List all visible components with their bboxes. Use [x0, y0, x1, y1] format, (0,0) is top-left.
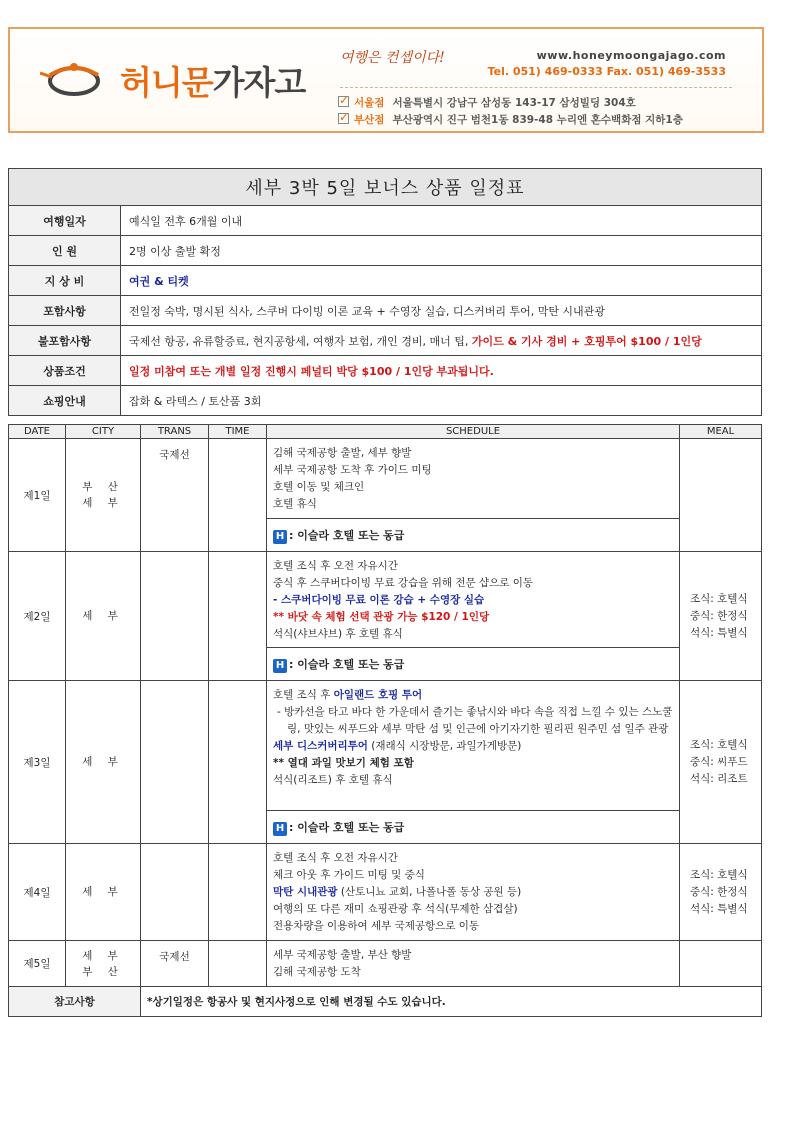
summary-row: 쇼핑안내 잡화 & 라텍스 / 토산품 3회	[9, 386, 762, 416]
day-4-row: 제4일 세 부 호텔 조식 후 오전 자유시간 체크 아웃 후 가이드 미팅 및 중식 막탄 시내관광 (산토니뇨 교회, 나폴나폴 동상 공원 등) 여행의 또 다른 재미 쇼핑관광 후 석식(무제한 삼겹살) 전용차량을 이용하여 세부 국제공항으로 이동 조식: 호텔식 중식: 한정식 석식: 특별식	[9, 844, 762, 941]
hotel-icon: H	[273, 659, 287, 673]
page-title: 세부 3박 5일 보너스 상품 일정표	[9, 169, 762, 206]
day-2-row: 제2일 세 부 호텔 조식 후 오전 자유시간 중식 후 스쿠버다이빙 무료 강습을 위해 전문 샵으로 이동 - 스쿠버다이빙 무료 이론 강습 + 수영장 실습 ** 바닷 속 체험 선택 관광 가능 $120 / 1인당 석식(샤브샤브) 후 호텔 휴식 조식: 호텔식 중식: 한정식 석식: 특별식	[9, 552, 762, 648]
branch-seoul: ✓서울점 서울특별시 강남구 삼성동 143-17 삼성빌딩 304호	[338, 95, 636, 110]
summary-table	[8, 168, 762, 416]
phone-fax: Tel. 051) 469-0333 Fax. 051) 469-3533	[487, 65, 726, 78]
divider	[340, 87, 732, 88]
summary-row: 인 원 2명 이상 출발 확정	[9, 236, 762, 266]
checkbox-icon	[338, 96, 349, 107]
day-5-row: 제5일 세 부 부 산 국제선 세부 국제공항 출발, 부산 향발 김해 국제공항 도착	[9, 941, 762, 987]
note-row: 참고사항 *상기일정은 항공사 및 현지사정으로 인해 변경될 수도 있습니다.	[9, 987, 762, 1017]
summary-row: 상품조건 일정 미참여 또는 개별 일정 진행시 페널티 박당 $100 / 1인당 부과됩니다.	[9, 356, 762, 386]
summary-row: 여행일자 예식일 전후 6개월 이내	[9, 206, 762, 236]
slogan: 여행은 컨셉이다!	[340, 50, 445, 66]
day-3-row: 제3일 세 부 호텔 조식 후 아일랜드 호핑 투어 - 방카선을 타고 바다 한 가운데서 즐기는 좋낚시와 바다 속을 직접 느낄 수 있는 스노쿨링, 맛있는 씨푸드와 세부 막탄 섬 및 인근에 아기자기한 필리핀 원주민 섬 일주 관광 세부 디스커버리투어 (재래식 시장방문, 과일가게방문) ** 열대 과일 맛보기 체험 포함 석식(리조트) 후 호텔 휴식 조식: 호텔식 중식: 씨푸드 석식: 리조트	[9, 681, 762, 811]
honeymoon-logo-icon	[40, 55, 110, 101]
hotel-icon: H	[273, 822, 287, 836]
schedule-header: DATE CITY TRANS TIME SCHEDULE MEAL	[9, 425, 762, 439]
summary-row: 불포함사항 국제선 항공, 유류할증료, 현지공항세, 여행자 보험, 개인 경비, 매너 팁, 가이드 & 기사 경비 + 호핑투어 $100 / 1인당	[9, 326, 762, 356]
hotel-info: H : 이슬라 호텔 또는 동급	[267, 648, 680, 681]
day-1-row: 제1일 부 산 세 부 국제선 김해 국제공항 출발, 세부 향발 세부 국제공항 도착 후 가이드 미팅 호텔 이동 및 체크인 호텔 휴식	[9, 439, 762, 519]
checkbox-icon	[338, 113, 349, 124]
website: www.honeymoongajago.com	[536, 49, 726, 62]
summary-row: 지 상 비 여권 & 티켓	[9, 266, 762, 296]
agency-banner	[8, 27, 764, 133]
schedule-table	[8, 424, 762, 1017]
brand-name: 허니문가자고	[120, 63, 306, 102]
hotel-info: H : 이슬라 호텔 또는 동급	[267, 519, 680, 552]
branch-busan: ✓부산점 부산광역시 진구 범천1동 839-48 누리엔 혼수백화점 지하1층	[338, 112, 683, 127]
summary-row: 포함사항 전일정 숙박, 명시된 식사, 스쿠버 다이빙 이론 교육 + 수영장 실습, 디스커버리 투어, 막탄 시내관광	[9, 296, 762, 326]
hotel-icon: H	[273, 530, 287, 544]
brand-logo	[40, 55, 330, 105]
hotel-info: H : 이슬라 호텔 또는 동급	[267, 811, 680, 844]
